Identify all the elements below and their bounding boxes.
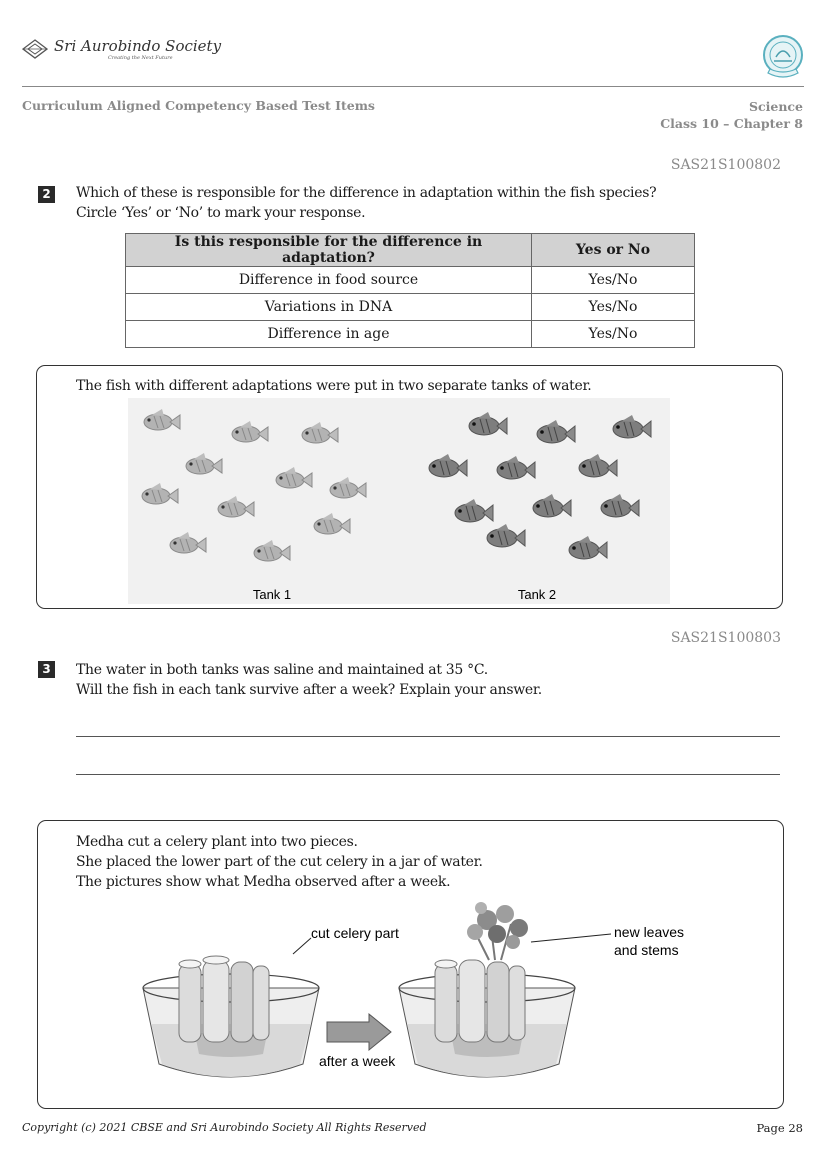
- class-chapter-label: Class 10 – Chapter 8: [660, 116, 803, 131]
- q2-number-badge: 2: [38, 186, 55, 203]
- q3-prompt: [76, 660, 542, 700]
- subject-label: Science: [749, 99, 803, 114]
- row-yes-no[interactable]: Yes/No: [532, 294, 695, 321]
- table-header-row: [126, 234, 695, 267]
- lotus-logo-icon: [22, 39, 48, 59]
- new-leaves-label: new leaves: [614, 924, 685, 940]
- row-statement: Difference in food source: [126, 267, 532, 294]
- row-yes-no[interactable]: Yes/No: [532, 267, 695, 294]
- header-divider: [22, 86, 804, 87]
- table-header-answer: Yes or No: [532, 234, 695, 267]
- fish-tanks-figure: [128, 398, 670, 604]
- table-row: [126, 267, 695, 294]
- q2-response-table: [125, 233, 695, 348]
- cut-celery-label: cut celery part: [311, 925, 399, 941]
- q3-line1: The water in both tanks was saline and maintained at 35 °C.: [76, 662, 488, 678]
- and-stems-label: and stems: [614, 942, 679, 958]
- q2-line1: Which of these is responsible for the difference in adaptation within the fish species?: [76, 185, 657, 201]
- table-header-question: Is this responsible for the difference in adaptation?: [126, 234, 532, 267]
- celery-figure: [135, 894, 693, 1086]
- q2-code: SAS21S100802: [670, 157, 781, 173]
- q3-line2: Will the fish in each tank survive after a week? Explain your answer.: [76, 682, 542, 698]
- cbse-seal-icon: [760, 33, 806, 87]
- celery-line2: She placed the lower part of the cut celery in a jar of water.: [76, 854, 483, 870]
- row-statement: Difference in age: [126, 321, 532, 348]
- curriculum-title: Curriculum Aligned Competency Based Test Items: [22, 98, 375, 113]
- tank2-label: Tank 2: [517, 587, 557, 602]
- answer-line-2[interactable]: [76, 774, 780, 775]
- celery-line3: The pictures show what Medha observed after a week.: [76, 874, 451, 890]
- table-row: [126, 321, 695, 348]
- fish-context-text: The fish with different adaptations were put in two separate tanks of water.: [76, 378, 592, 394]
- q3-number-badge: 3: [38, 661, 55, 678]
- answer-line-1[interactable]: [76, 736, 780, 737]
- after-a-week-label: after a week: [319, 1053, 396, 1069]
- copyright-notice: Copyright (c) 2021 CBSE and Sri Aurobindo Society All Rights Reserved: [22, 1121, 427, 1134]
- q3-code: SAS21S100803: [670, 630, 781, 646]
- q2-prompt: [76, 183, 656, 223]
- row-yes-no[interactable]: Yes/No: [532, 321, 695, 348]
- org-tagline: Creating the Next Future: [108, 55, 173, 61]
- row-statement: Variations in DNA: [126, 294, 532, 321]
- celery-line1: Medha cut a celery plant into two pieces.: [76, 834, 358, 850]
- table-row: [126, 294, 695, 321]
- page-number: Page 28: [756, 1121, 803, 1135]
- org-name: Sri Aurobindo Society: [54, 37, 222, 55]
- celery-context-text: [76, 832, 483, 892]
- tanks-background: [128, 398, 670, 604]
- society-logo: [22, 36, 221, 61]
- subject-info: [660, 98, 803, 132]
- tank1-label: Tank 1: [252, 587, 292, 602]
- q2-line2: Circle ‘Yes’ or ‘No’ to mark your response.: [76, 205, 366, 221]
